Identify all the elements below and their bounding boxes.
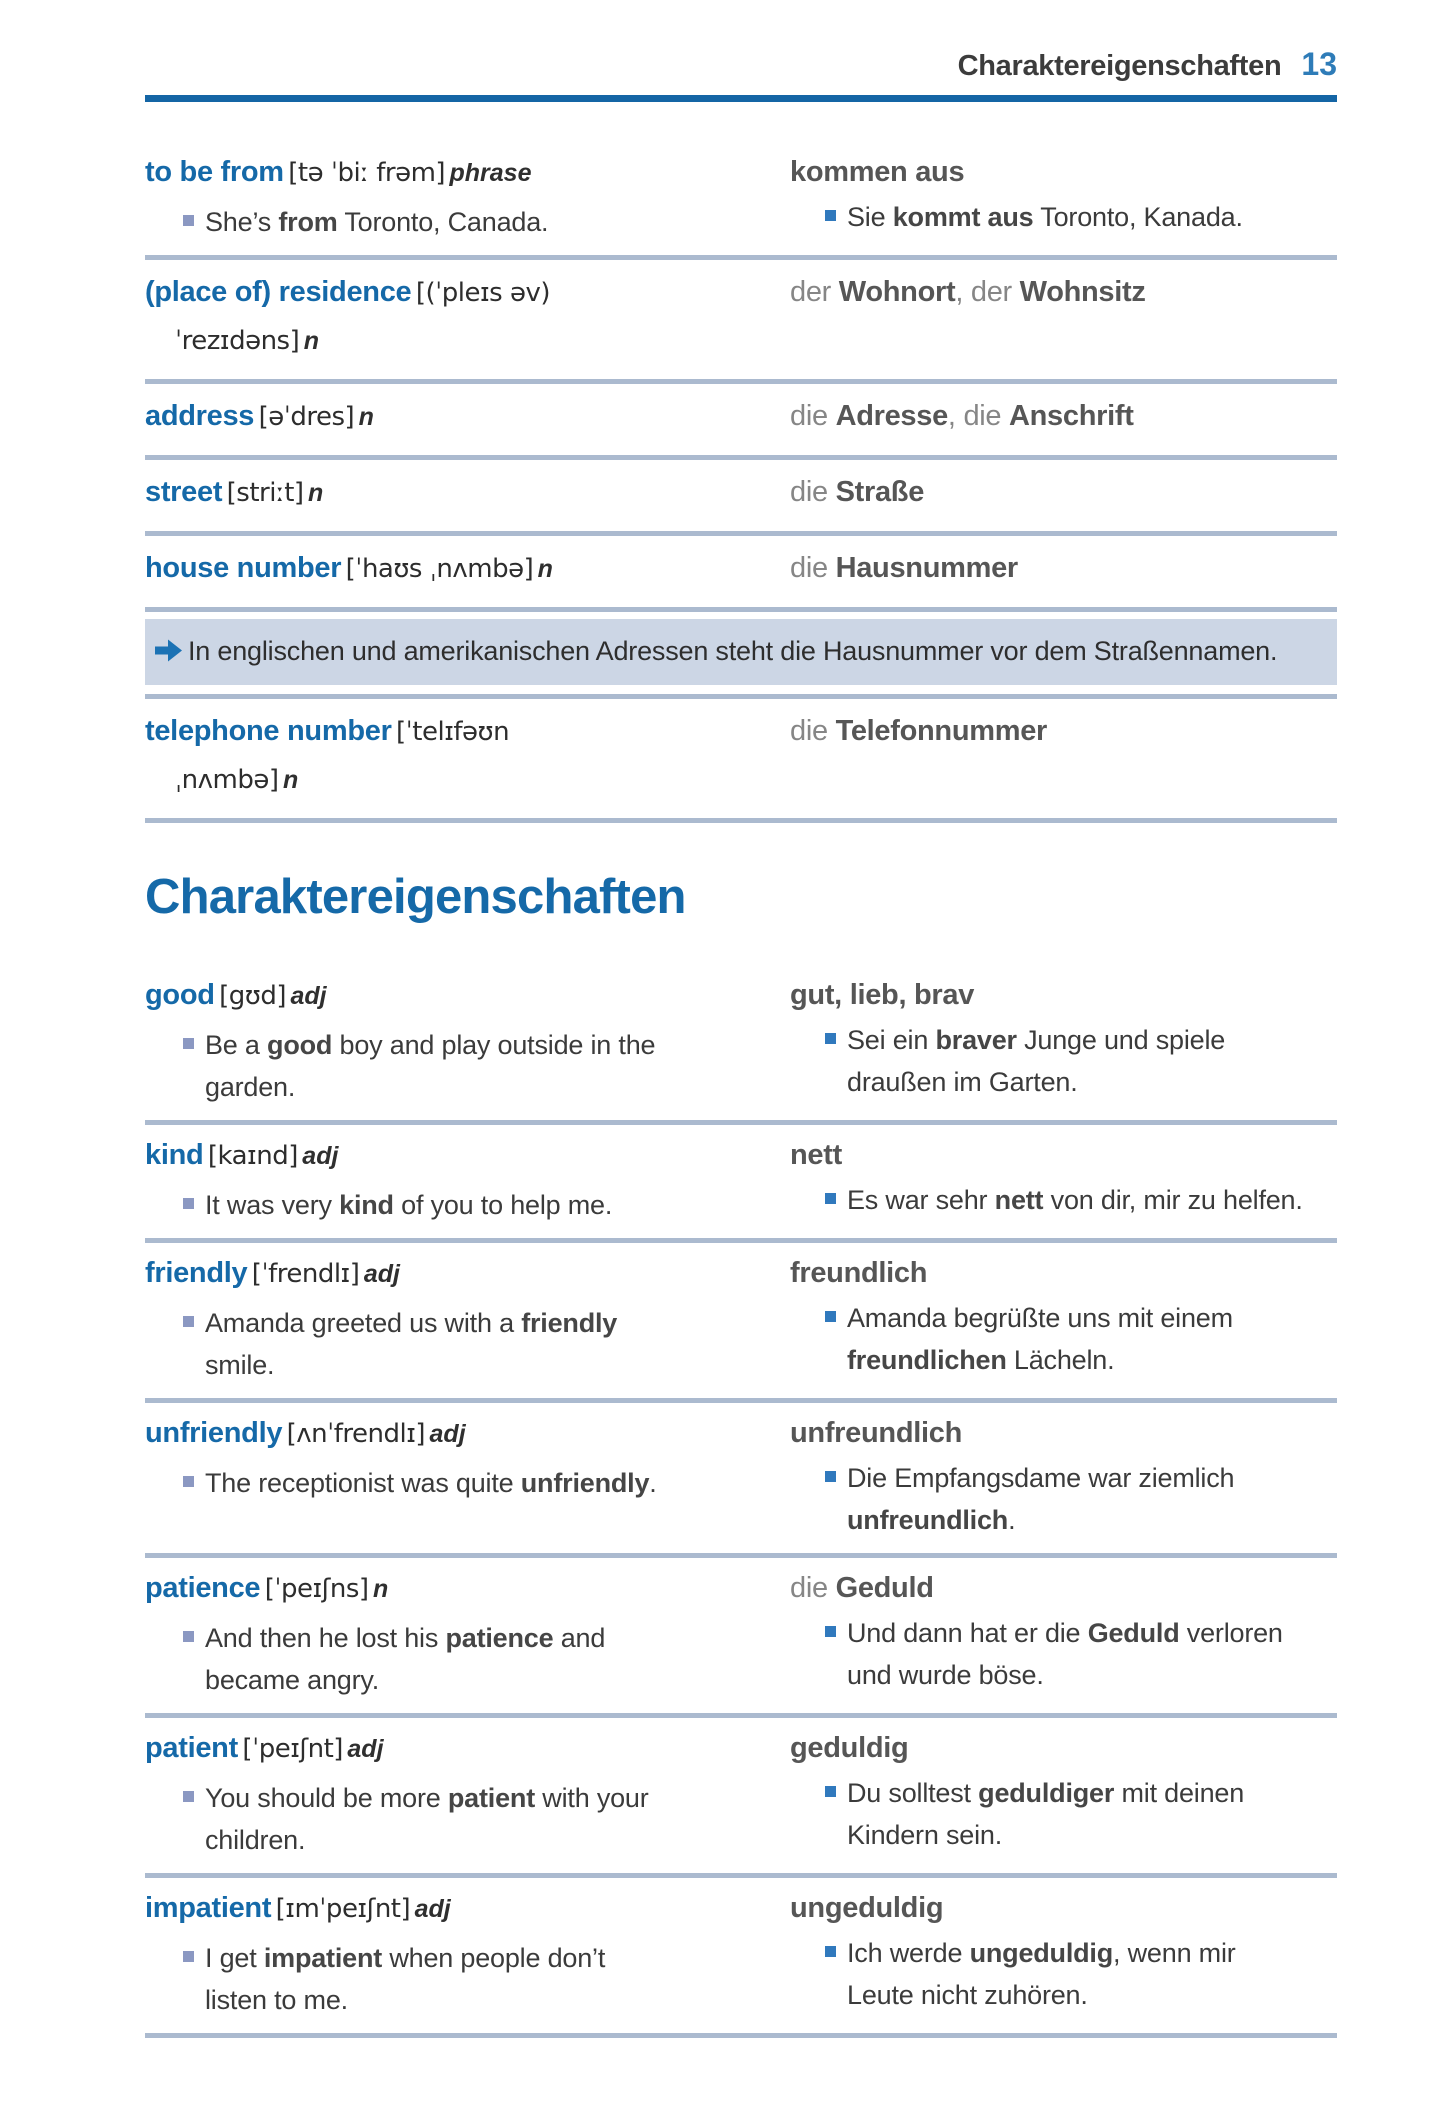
usage-note-text: In englischen und amerikanischen Adressen steht die Hausnummer vor dem Straßennamen. [188, 636, 1278, 666]
translation: die Straße [790, 476, 925, 508]
part-of-speech: n [303, 327, 319, 355]
entry-row-unfriendly [145, 1403, 1337, 1558]
part-of-speech: n [373, 1575, 389, 1603]
headword-line [145, 470, 775, 519]
pronunciation: [əˈdres] [258, 402, 355, 432]
example-german: Amanda begrüßte uns mit einem freundlichen Lächeln. [825, 1297, 1337, 1381]
bullet-icon [183, 215, 194, 226]
part-of-speech: n [282, 766, 299, 794]
bullet-icon [183, 1951, 194, 1962]
example-english: Be a good boy and play outside in the garden. [183, 1024, 790, 1108]
entry-row-patience [145, 1558, 1337, 1718]
example-german: Sie kommt aus Toronto, Kanada. [825, 196, 1337, 238]
example-english: Amanda greeted us with a friendly smile. [183, 1302, 790, 1386]
headword-line [145, 1411, 775, 1460]
bullet-icon [183, 1791, 194, 1802]
arrow-right-icon [155, 639, 188, 667]
bullet-icon [825, 1471, 836, 1482]
translation: ungeduldig [790, 1892, 944, 1924]
bullet-icon [825, 1193, 836, 1204]
bullet-icon [825, 1946, 836, 1957]
part-of-speech: n [358, 403, 374, 431]
part-of-speech: adj [302, 1142, 339, 1170]
headword-line [145, 546, 775, 595]
headword: to be from [145, 156, 284, 188]
headword-line [145, 1726, 775, 1775]
entry-row-patient [145, 1718, 1337, 1878]
part-of-speech: phrase [449, 159, 532, 187]
bullet-icon [825, 1033, 836, 1044]
pronunciation: [striːt] [226, 478, 304, 508]
headword-line [145, 1886, 775, 1935]
page-number: 13 [1301, 46, 1337, 82]
headword-line [145, 270, 775, 319]
example-english: And then he lost his patience and became angry. [183, 1617, 790, 1701]
part-of-speech: adj [414, 1895, 451, 1923]
entry-row-friendly [145, 1243, 1337, 1403]
example-german: Du solltest geduldiger mit deinen Kindern sein. [825, 1772, 1337, 1856]
headword-line [145, 394, 775, 443]
example-english: She’s from Toronto, Canada. [183, 201, 790, 243]
part-of-speech: adj [363, 1260, 400, 1288]
example-english: I get impatient when people don’t listen to me. [183, 1937, 790, 2021]
bullet-icon [183, 1631, 194, 1642]
entry-row-telephone-number [145, 699, 1337, 823]
example-english: The receptionist was quite unfriendly. [183, 1462, 790, 1504]
part-of-speech: adj [429, 1420, 466, 1448]
pronunciation: [(ˈpleɪs əv) [415, 278, 550, 308]
example-german: Ich werde ungeduldig, wenn mir Leute nicht zuhören. [825, 1932, 1337, 2016]
vocab-table-top [145, 140, 1337, 823]
headword-line [145, 1566, 775, 1615]
bullet-icon [183, 1198, 194, 1209]
bullet-icon [183, 1038, 194, 1049]
bullet-icon [825, 1786, 836, 1797]
bullet-icon [825, 1311, 836, 1322]
pronunciation: [ˈpeɪʃns] [264, 1574, 369, 1604]
part-of-speech: n [308, 479, 324, 507]
header-rule [145, 95, 1337, 102]
usage-note [145, 619, 1337, 685]
translation: unfreundlich [790, 1417, 963, 1449]
headword: kind [145, 1139, 204, 1171]
example-german: Die Empfangsdame war ziemlich unfreundlich. [825, 1457, 1337, 1541]
bullet-icon [825, 210, 836, 221]
bullet-icon [825, 1626, 836, 1637]
example-english: You should be more patient with your children. [183, 1777, 790, 1861]
headword-line-continued [145, 758, 775, 806]
section-title: Charaktereigenschaften [145, 870, 686, 924]
headword: friendly [145, 1257, 248, 1289]
translation: die Adresse, die Anschrift [790, 400, 1134, 432]
headword-line [145, 1133, 775, 1182]
bullet-icon [183, 1316, 194, 1327]
pronunciation: ˈrezɪdəns] [175, 326, 300, 356]
entry-row-residence [145, 260, 1337, 384]
pronunciation: [gʊd] [219, 981, 286, 1011]
translation: geduldig [790, 1732, 909, 1764]
headword-line [145, 709, 775, 758]
pronunciation: [ʌnˈfrendlɪ] [286, 1419, 426, 1449]
pronunciation: [ɪmˈpeɪʃnt] [275, 1894, 411, 1924]
entry-row-good [145, 965, 1337, 1125]
headword: patience [145, 1572, 261, 1604]
headword: good [145, 979, 215, 1011]
headword: house number [145, 552, 342, 584]
bullet-icon [183, 1476, 194, 1487]
headword: street [145, 476, 223, 508]
pronunciation: [kaɪnd] [207, 1141, 298, 1171]
translation: der Wohnort, der Wohnsitz [790, 276, 1146, 308]
translation: gut, lieb, brav [790, 979, 975, 1011]
part-of-speech: n [537, 555, 553, 583]
example-english: It was very kind of you to help me. [183, 1184, 790, 1226]
entry-row-street [145, 460, 1337, 536]
translation: nett [790, 1139, 842, 1171]
entry-row-house-number [145, 536, 1337, 612]
headword: telephone number [145, 715, 392, 747]
headword-line-continued [145, 319, 775, 367]
translation: die Telefonnummer [790, 715, 1048, 747]
headword-line [145, 1251, 775, 1300]
headword: unfriendly [145, 1417, 283, 1449]
part-of-speech: adj [347, 1735, 384, 1763]
headword: impatient [145, 1892, 272, 1924]
example-german: Es war sehr nett von dir, mir zu helfen. [825, 1179, 1337, 1221]
pronunciation: [tə ˈbiː frəm] [288, 158, 446, 188]
translation: die Geduld [790, 1572, 934, 1604]
headword: patient [145, 1732, 238, 1764]
headword: (place of) residence [145, 276, 412, 308]
entry-row-to-be-from [145, 140, 1337, 260]
part-of-speech: adj [290, 982, 327, 1010]
entry-row-impatient [145, 1878, 1337, 2038]
example-german: Sei ein braver Junge und spiele draußen im Garten. [825, 1019, 1337, 1103]
pronunciation: [ˈfrendlɪ] [251, 1259, 360, 1289]
running-header-title: Charaktereigenschaften [957, 50, 1282, 82]
pronunciation: ˌnʌmbə] [175, 765, 279, 795]
page-header [145, 0, 1337, 83]
translation: kommen aus [790, 156, 965, 188]
example-german: Und dann hat er die Geduld verloren und wurde böse. [825, 1612, 1337, 1696]
usage-note-wrapper [145, 612, 1337, 699]
page-content [145, 0, 1337, 2038]
headword-line [145, 150, 775, 199]
entry-row-kind [145, 1125, 1337, 1243]
pronunciation: [ˈtelɪfəʊn [396, 717, 510, 747]
translation: die Hausnummer [790, 552, 1018, 584]
pronunciation: [ˈhaʊs ˌnʌmbə] [345, 554, 534, 584]
translation: freundlich [790, 1257, 928, 1289]
entry-row-address [145, 384, 1337, 460]
headword: address [145, 400, 255, 432]
vocab-table-character-traits [145, 965, 1337, 2038]
pronunciation: [ˈpeɪʃnt] [242, 1734, 343, 1764]
headword-line [145, 973, 775, 1022]
